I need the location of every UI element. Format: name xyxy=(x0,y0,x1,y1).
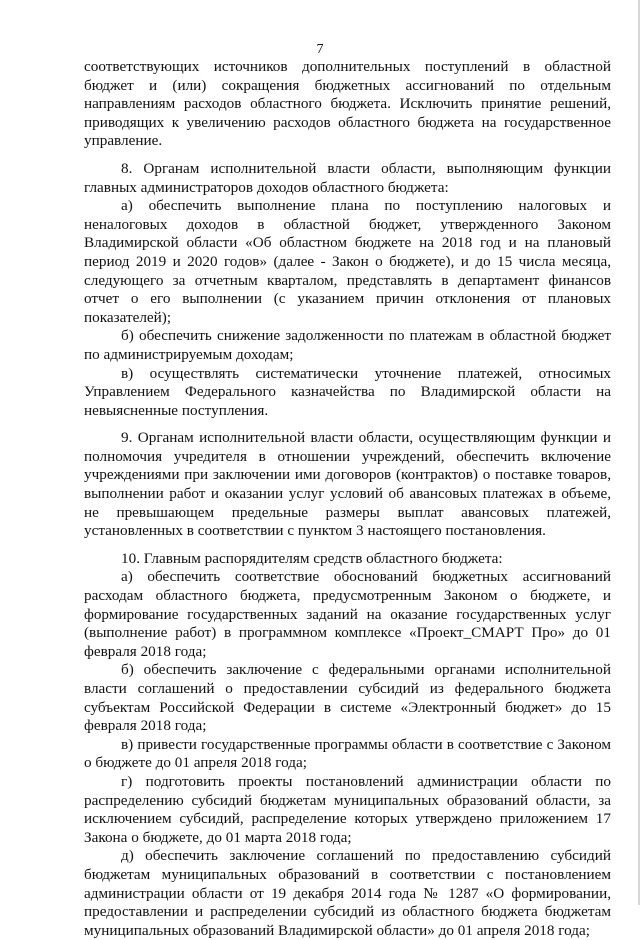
paragraph-item-10d: д) обеспечить заключение соглашений по предоставлению субсидий бюджетам муниципальных образований в соответствии с постановлением администрации области от 19 декабря 2014 года № 1287 «О формировании, предоставлении и распределении субсидий из областного бюджета бюджетам муниципальных образований Владимирской области» до 01 апреля 2018 года; xyxy=(84,847,611,939)
document-body xyxy=(84,58,611,940)
paragraph-item-8b: б) обеспечить снижение задолженности по платежам в областной бюджет по администрируемым доходам; xyxy=(84,327,611,363)
paragraph-item-8a: а) обеспечить выполнение плана по поступлению налоговых и неналоговых доходов в областной бюджет, утвержденного Законом Владимирской области «Об областном бюджете на 2018 год и на плановый период 2019 и 2020 годов» (далее - Закон о бюджете), и до 15 числа месяца, следующего за отчетным кварталом, представлять в департамент финансов отчет о его выполнении (с указанием причин отклонения от плановых показателей); xyxy=(84,197,611,326)
paragraph-item-10v: в) привести государственные программы области в соответствие с Законом о бюджете до 01 апреля 2018 года; xyxy=(84,735,611,772)
paragraph-continuation: соответствующих источников дополнительных поступлений в областной бюджет и (или) сокращения бюджетных ассигнований по отдельным направлениям расходов областного бюджета. Исключить принятие решений, приводящих к увеличению расходов областного бюджета на государственное управление. xyxy=(84,58,611,150)
page-number: 7 xyxy=(316,42,324,57)
paragraph-item-10: 10. Главным распорядителям средств областного бюджета: xyxy=(121,549,503,567)
paragraph-item-8: 8. Органам исполнительной власти области, выполняющим функции главных администраторов доходов областного бюджета: xyxy=(84,159,611,196)
paragraph-item-10a: а) обеспечить соответствие обоснований бюджетных ассигнований расходам областного бюджета, предусмотренным Законом о бюджете, и формирование государственных заданий на оказание государственных услуг (выполнение работ) в программном комплексе «Проект_СМАРТ Про» до 01 февраля 2018 года; xyxy=(84,568,611,660)
paragraph-item-9: 9. Органам исполнительной власти области, осуществляющим функции и полномочия учредителя в отношении учреждений, обеспечить включение учреждениями при заключении ими договоров (контрактов) о поставке товаров, выполнении работ и оказании услуг условий об авансовых платежах в объеме, не превышающем предельные размеры выплат авансовых платежей, установленных в соответствии с пунктом 3 настоящего постановления. xyxy=(84,429,611,540)
paragraph-item-10b: б) обеспечить заключение с федеральными органами исполнительной власти соглашений о предоставлении субсидий из федерального бюджета субъектам Российской Федерации в системе «Электронный бюджет» до 15 февраля 2018 года; xyxy=(84,661,611,735)
paragraph-item-10g: г) подготовить проекты постановлений администрации области по распределению субсидий бюджетам муниципальных образований области, за исключением субсидий, распределение которых утверждено приложением 17 Закона о бюджете, до 01 марта 2018 года; xyxy=(84,772,611,846)
paragraph-item-8v: в) осуществлять систематически уточнение платежей, относимых Управлением Федерального казначейства по Владимирской области на невыясненные поступления. xyxy=(84,364,611,419)
